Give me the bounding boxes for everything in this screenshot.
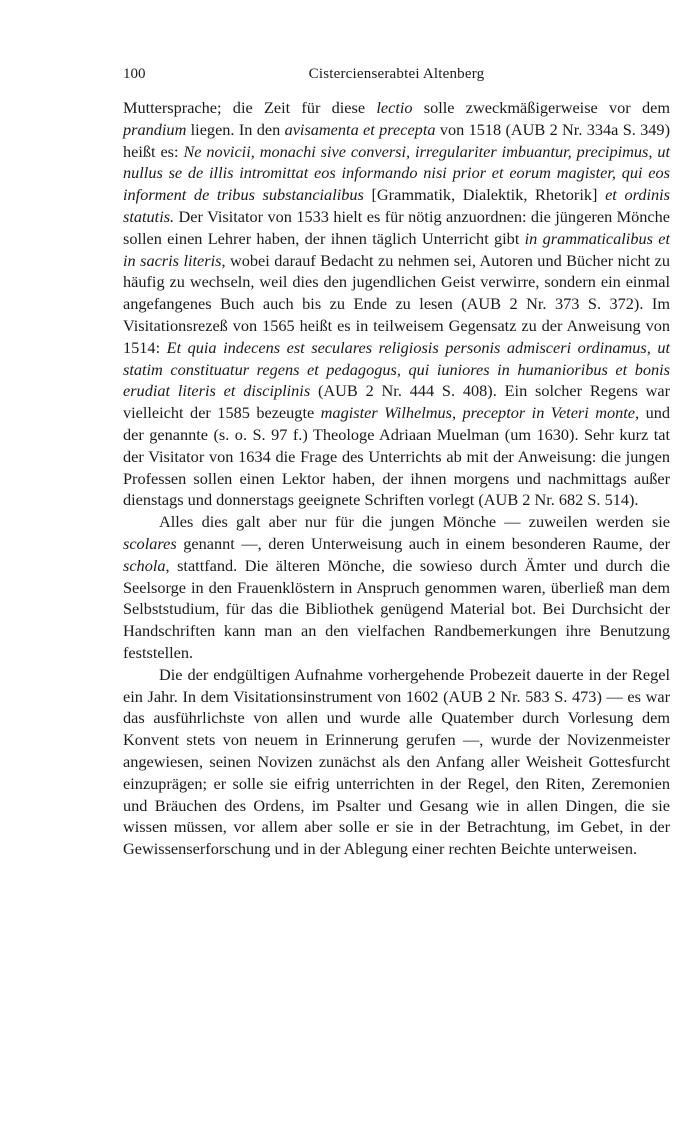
running-head	[123, 63, 670, 85]
text-run: Der Visitator von 1533 hielt es für nötig anzuordnen: die jüngeren Mönche sollen einen Lehrer haben, der ihnen täglich Unterricht gibt	[123, 206, 670, 248]
book-page	[123, 63, 670, 860]
text-run: , stattfand. Die älteren Mönche, die sowieso durch Ämter und durch die Seelsorge in den Frauenklöstern in Anspruch genommen waren, überließ man dem Selbststudium, für das die Bibliothek genügend Material bot. Bei Durchsicht der Handschriften kann man an den vielfachen Randbemerkungen ihre Benutzung feststellen.	[123, 555, 670, 662]
italic-run: Et quia indecens est seculares religiosis personis admisceri ordinamus, ut statim constituatur regens et pedagogus, qui iuniores in humanioribus et bonis erudiat literis et disciplinis	[123, 337, 670, 401]
italic-run: avisamenta et precepta	[284, 119, 436, 139]
page-number: 100	[123, 66, 146, 82]
italic-run: et ordinis statutis.	[123, 185, 670, 226]
italic-run: scolares	[123, 533, 177, 553]
text-run: Muttersprache; die Zeit für diese	[123, 98, 377, 117]
italic-run: Ne novicii, monachi sive conversi, irregulariter imbuantur, precipimus, ut nullus se de illis intromittat eos informando nisi prior et eorum magister, qui eos informent de tribus substancialibus	[123, 141, 670, 205]
italic-run: in grammaticalibus et in sacris literis	[123, 228, 670, 270]
italic-run: lectio	[376, 98, 413, 117]
text-run: Die der endgültigen Aufnahme vorhergehende Probezeit dauerte in der Regel ein Jahr. In dem Visitationsinstrument von 1602 (AUB 2 Nr. 583 S. 473) — es war das ausführlichste von allen und wurde alle Quatember durch Vorlesung dem Konvent stets von neuem in Erinnerung gerufen —, wurde der Novizenmeister angewiesen, seinen Novizen zunächst als den Anfang aller Weisheit Gottesfurcht einzuprägen; er solle sie eifrig unterrichten in der Regel, den Riten, Zeremonien und Bräuchen des Ordens, im Psalter und Gesang wie in allen Dingen, die sie wissen müssen, vor allem aber solle er sie in der Betrachtung, im Gebet, in der Gewissenserforschung und in der Ablegung einer rechten Beichte unterweisen.	[123, 664, 670, 859]
text-run: liegen. In den	[186, 119, 285, 139]
italic-run: schola	[123, 555, 166, 575]
paragraph	[123, 511, 670, 664]
running-head-title: Cistercienserabtei Altenberg	[308, 66, 485, 82]
paragraph	[123, 97, 670, 511]
text-run: von 1518 (AUB 2 Nr. 334a S. 349) heißt es:	[123, 119, 670, 161]
body-text	[123, 97, 670, 860]
italic-run: prandium	[123, 119, 187, 139]
text-run: [Grammatik, Dialektik, Rhetorik]	[363, 185, 606, 205]
text-run: genannt —, deren Unterweisung auch in einem besonderen Raume, der	[176, 533, 670, 553]
text-run: , und der genannte (s. o. S. 97 f.) Theologe Adriaan Muelman (um 1630). Sehr kurz tat der Visitator von 1634 die Frage des Unterrichts ab mit der Anweisung: die jungen Professen sollen einen Lektor haben, der ihnen morgens und nachmittags außer dienstags und donnerstags geeignete Schriften vorlegt (AUB 2 Nr. 682 S. 514).	[123, 403, 671, 510]
text-run: Alles dies galt aber nur für die jungen Mönche — zuweilen werden sie	[159, 512, 670, 532]
text-run: , wobei darauf Bedacht zu nehmen sei, Autoren und Bücher nicht zu häufig zu wechseln, weil dies den jugendlichen Geist verwirre, sondern ein einmal angefangenes Buch auch bis zu Ende zu lesen (AUB 2 Nr. 373 S. 372). Im Visitationsrezeß von 1565 heißt es in teilweisem Gegensatz zu der Anweisung von 1514:	[123, 250, 670, 357]
italic-run: magister Wilhelmus, preceptor in Veteri monte	[320, 403, 636, 423]
text-run: solle zweckmäßigerweise vor dem	[412, 98, 671, 117]
text-run: (AUB 2 Nr. 444 S. 408). Ein solcher Regens war vielleicht der 1585 bezeugte	[123, 381, 670, 423]
paragraph	[123, 664, 670, 860]
